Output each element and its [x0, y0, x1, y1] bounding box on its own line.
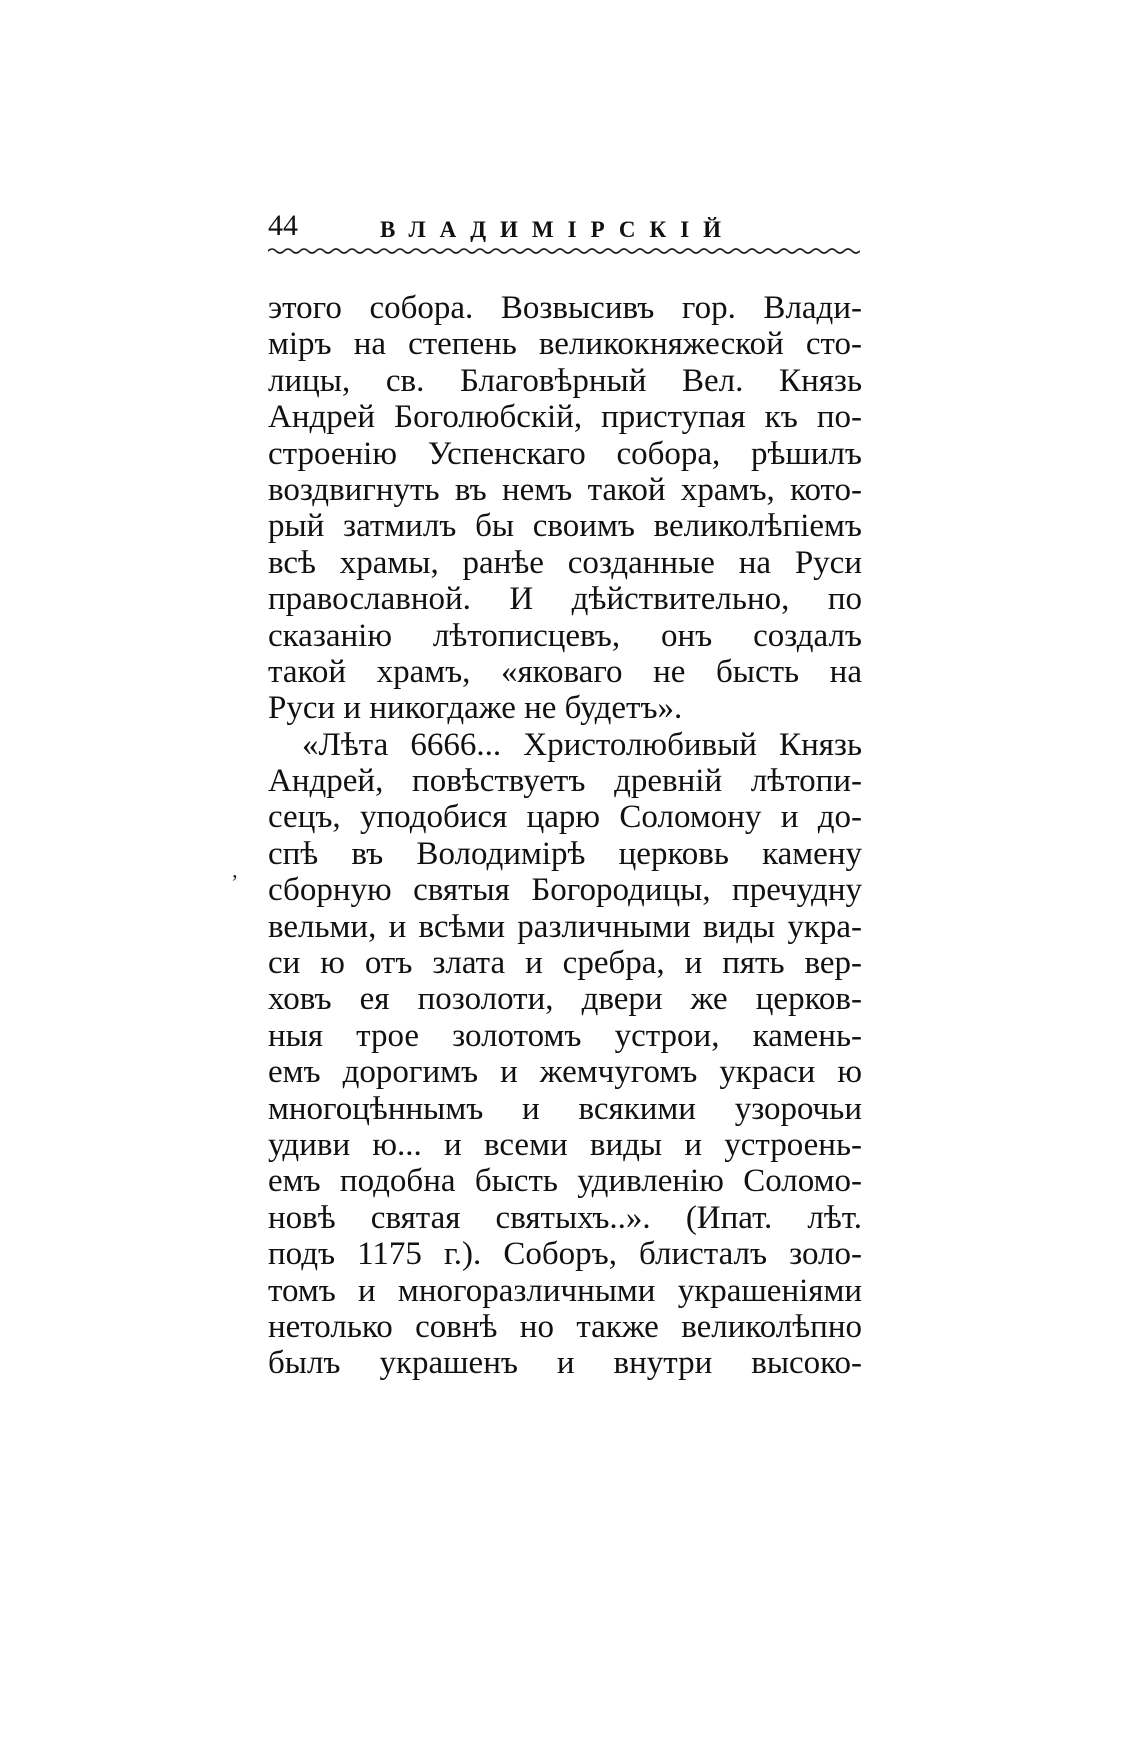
- text-line: православной. И дѣйствительно, по: [268, 581, 862, 618]
- text-line: многоцѣннымъ и всякими узорочьи: [268, 1090, 862, 1127]
- text-line: вельми, и всѣми различными виды укра-: [268, 908, 862, 945]
- text-line: строенію Успенскаго собора, рѣшилъ: [268, 435, 862, 472]
- text-line: былъ украшенъ и внутри высоко-: [268, 1345, 862, 1382]
- text-line: такой храмъ, «яковаго не бысть на: [268, 653, 862, 690]
- text-line: ныя трое золотомъ устрои, камень-: [268, 1017, 862, 1054]
- stray-mark: ʼ: [231, 870, 239, 895]
- text-line: ховъ ея позолоти, двери же церков-: [268, 981, 862, 1018]
- text-line: емъ подобна бысть удивленію Соломо-: [268, 1163, 862, 1200]
- text-line: лицы, св. Благовѣрный Вел. Князь: [268, 362, 862, 399]
- text-line: емъ дорогимъ и жемчугомъ украси ю: [268, 1054, 862, 1091]
- page-header: [268, 208, 860, 258]
- text-line: спѣ въ Володимірѣ церковь камену: [268, 835, 862, 872]
- text-line: сборную святыя Богородицы, пречудну: [268, 872, 862, 909]
- text-line: сецъ, уподобися царю Соломону и до-: [268, 799, 862, 836]
- wavy-rule-ornament: [268, 246, 860, 256]
- text-line: рый затмилъ бы своимъ великолѣпіемъ: [268, 508, 862, 545]
- text-line: сказанію лѣтописцевъ, онъ создалъ: [268, 617, 862, 654]
- text-line: удиви ю... и всеми виды и устроень-: [268, 1126, 862, 1163]
- text-line: «Лѣта 6666... Христолюбивый Князь: [302, 726, 862, 763]
- text-line: всѣ храмы, ранѣе созданные на Руси: [268, 544, 862, 581]
- text-line: воздвигнуть въ немъ такой храмъ, кото-: [268, 471, 862, 508]
- page-number: 44: [268, 209, 298, 242]
- running-title: ВЛАДИМІРСКІЙ: [380, 217, 736, 242]
- text-line: міръ на степень великокняжеской сто-: [268, 326, 862, 363]
- text-line: нетолько совнѣ но также великолѣпно: [268, 1308, 862, 1345]
- text-line: Руси и никогдаже не будетъ».: [268, 690, 683, 727]
- text-line: новѣ святая святыхъ..». (Ипат. лѣт.: [268, 1199, 862, 1236]
- text-line: Андрей, повѣствуетъ древній лѣтопи-: [268, 763, 862, 800]
- text-line: Андрей Боголюбскій, приступая къ по-: [268, 399, 862, 436]
- body-text: [268, 290, 862, 1382]
- text-line: си ю отъ злата и сребра, и пять вер-: [268, 945, 862, 982]
- text-line: этого собора. Возвысивъ гор. Влади-: [268, 290, 862, 326]
- text-line: томъ и многоразличными украшеніями: [268, 1272, 862, 1309]
- text-line: подъ 1175 г.). Соборъ, блисталъ золо-: [268, 1236, 862, 1273]
